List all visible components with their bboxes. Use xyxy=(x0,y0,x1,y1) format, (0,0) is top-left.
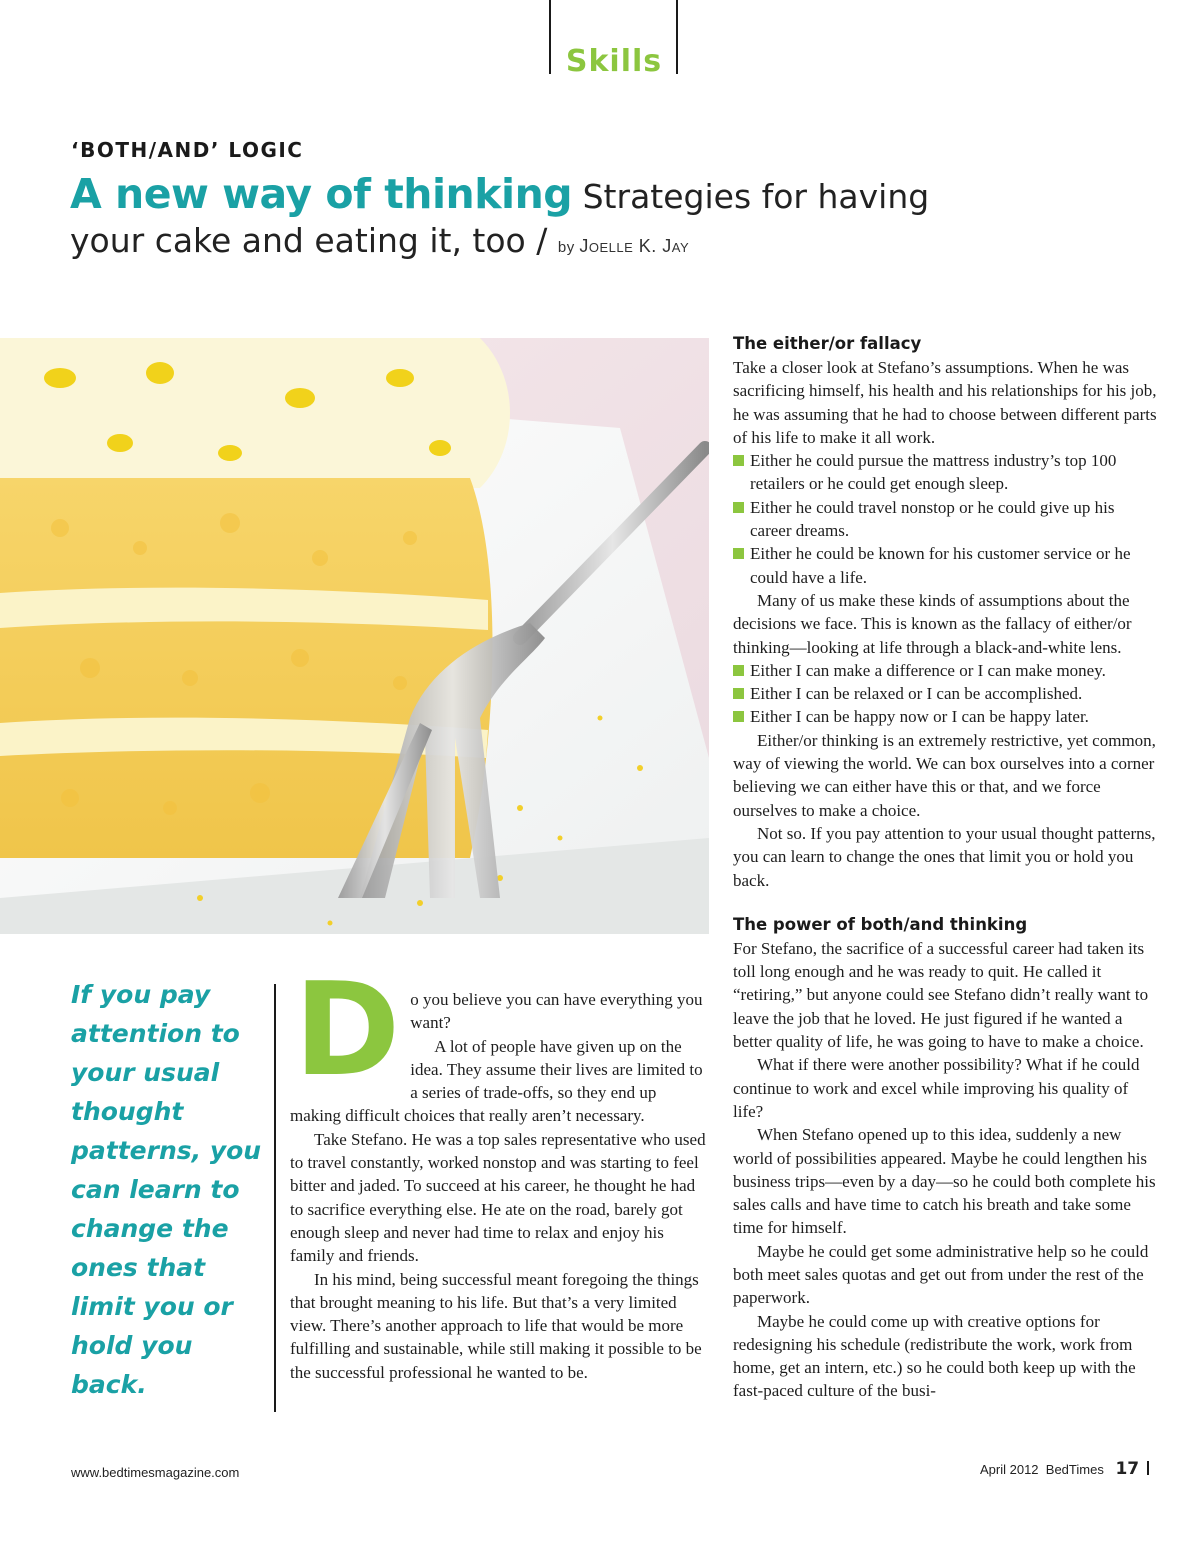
body-column-1 xyxy=(290,956,710,1384)
body-column-2 xyxy=(733,333,1158,1403)
section-tab-rule-right xyxy=(676,0,678,74)
article-title: A new way of thinking xyxy=(70,170,573,218)
body-paragraph: Many of us make these kinds of assumptions about the decisions we face. This is known as the fallacy of either/or thinking—looking at life through a black-and-white lens. xyxy=(733,590,1132,657)
body-paragraph: Not so. If you pay attention to your usual thought patterns, you can learn to change the ones that limit you or hold you back. xyxy=(733,823,1156,890)
body-paragraph: When Stefano opened up to this idea, suddenly a new world of possibilities appeared. Maybe he could lengthen his business trips—even by a day—so he could both complete his sales calls and have time to catch his breath and take some time for himself. xyxy=(733,1125,1156,1238)
page-number: 17 xyxy=(1115,1459,1140,1479)
body-paragraph: Either/or thinking is an extremely restrictive, yet common, way of viewing the world. We can box ourselves into a corner believing we can either have this or that, and we force ourselves to make a choice. xyxy=(733,730,1156,820)
body-paragraph: For Stefano, the sacrifice of a successful career had taken its toll long enough and he was ready to quit. He called it “retiring,” but anyone could see Stefano didn’t really want to leave the job that he loved. He just figured if he wanted a better quality of life, he was going to have to make a choice. xyxy=(733,938,1149,1052)
square-bullet-icon xyxy=(733,688,744,699)
article-deck-line2: your cake and eating it, too / xyxy=(70,221,548,260)
folio-rule xyxy=(1147,1461,1149,1475)
subhead-both-and: The power of both/and thinking xyxy=(733,914,1028,934)
body-paragraph: Take a closer look at Stefano’s assumptions. When he was sacrificing himself, his health and his relationships for his job, he was assuming that he had to choose between different parts of his life to make it all work. xyxy=(733,358,1157,447)
issue-date: April 2012 xyxy=(980,1462,1039,1477)
body-paragraph: A lot of people have given up on the idea. They assume their lives are limited to a series of trade-offs, so they end up making difficult choices that really aren’t necessary. xyxy=(290,1036,703,1126)
article-kicker: ‘BOTH/AND’ LOGIC xyxy=(71,138,304,162)
drop-cap: D xyxy=(294,956,401,1105)
section-tab-rule-left xyxy=(549,0,551,74)
bullet-item: Either he could pursue the mattress industry’s top 100 retailers or he could get enough sleep. xyxy=(733,449,1158,496)
body-paragraph: In his mind, being successful meant foregoing the things that brought meaning to his life. But that’s a very limited view. There’s another approach to life that would be more fulfilling and sustainable, while still making it possible to be the successful professional he wanted to be. xyxy=(290,1269,702,1382)
square-bullet-icon xyxy=(733,502,744,513)
bullet-item: Either he could be known for his customer service or he could have a life. xyxy=(733,542,1158,589)
cake-illustration xyxy=(0,338,709,934)
bullet-item: Either he could travel nonstop or he could give up his career dreams. xyxy=(733,496,1158,543)
bullet-item: Either I can be relaxed or I can be accomplished. xyxy=(733,682,1158,705)
square-bullet-icon xyxy=(733,455,744,466)
body-paragraph: Maybe he could come up with creative options for redesigning his schedule (redistribute the work, work from home, get an intern, etc.) so he could both keep up with the fast-paced culture of the busi- xyxy=(733,1311,1136,1401)
footer-url: www.bedtimesmagazine.com xyxy=(71,1465,240,1480)
article-headline xyxy=(70,172,1070,270)
pull-quote: If you pay attention to your usual thought patterns, you can learn to change the ones that limit you or hold you back. xyxy=(71,980,262,1399)
article-deck-line1: Strategies for having xyxy=(582,177,930,216)
body-paragraph: What if there were another possibility? What if he could continue to work and excel while improving his quality of life? xyxy=(733,1055,1140,1121)
cake-photo xyxy=(0,338,709,934)
square-bullet-icon xyxy=(733,711,744,722)
square-bullet-icon xyxy=(733,548,744,559)
subhead-either-or: The either/or fallacy xyxy=(733,334,922,353)
body-paragraph: Take Stefano. He was a top sales representative who used to travel constantly, worked nonstop and was starting to feel bitter and jaded. To succeed at his career, he thought he had to sacrifice everything else. He ate on the road, barely got enough sleep and never had time to relax and enjoy his family and friends. xyxy=(290,1129,706,1266)
section-label: Skills xyxy=(565,44,663,79)
bullet-item: Either I can be happy now or I can be happy later. xyxy=(733,705,1158,728)
author-name: Joelle K. Jay xyxy=(579,236,690,256)
byline-prefix: by xyxy=(557,239,575,256)
footer-folio xyxy=(980,1459,1160,1479)
column-rule xyxy=(274,984,276,1412)
body-paragraph: Maybe he could get some administrative help so he could both meet sales quotas and get out from under the rest of the paperwork. xyxy=(733,1241,1149,1308)
bullet-item: Either I can make a difference or I can make money. xyxy=(733,659,1158,682)
square-bullet-icon xyxy=(733,665,744,676)
magazine-name: BedTimes xyxy=(1045,1462,1104,1477)
byline xyxy=(557,236,690,256)
intro-paragraph: o you believe you can have everything you want? xyxy=(410,990,703,1033)
